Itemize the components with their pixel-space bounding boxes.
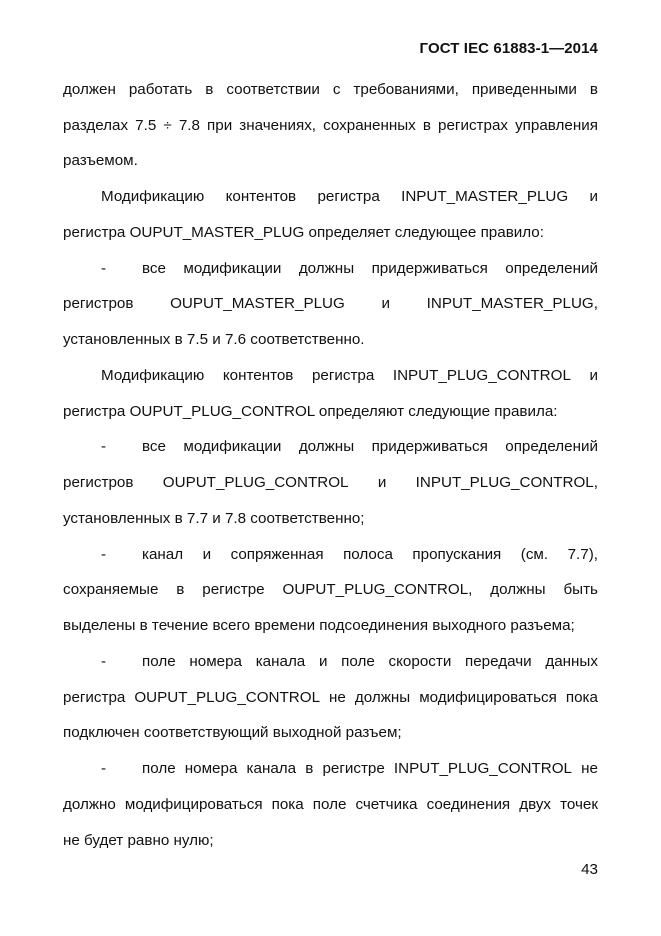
document-header: ГОСТ IEC 61883-1—2014 (419, 40, 598, 57)
word: приведенными (471, 81, 577, 98)
word: требованиями, (353, 81, 459, 98)
word: данных (545, 653, 598, 670)
list-bullet: - (101, 438, 107, 455)
word: регистров (63, 474, 134, 491)
word: поле (312, 796, 347, 813)
word: OUPUT_PLUG_CONTROL (162, 474, 349, 491)
word: поле (142, 653, 176, 670)
word: контентов (222, 367, 294, 384)
word: сохраняемые (63, 581, 159, 598)
word: счетчика (355, 796, 418, 813)
word: Модификацию (101, 188, 205, 205)
word: значениях, (239, 117, 317, 134)
word: все (142, 438, 166, 455)
text-line (101, 366, 598, 386)
word: работать (128, 81, 193, 98)
word: номера (184, 760, 238, 777)
text-line (63, 294, 598, 314)
list-bullet: - (101, 546, 107, 563)
word: ÷ (163, 117, 172, 134)
word: канала (246, 760, 297, 777)
text-line (142, 652, 598, 672)
text-line (63, 80, 598, 100)
word: регистре (202, 581, 265, 598)
word: должны (298, 438, 355, 455)
word: с (332, 81, 341, 98)
word: должно (63, 796, 116, 813)
word: OUPUT_PLUG_CONTROL, (282, 581, 473, 598)
text-line: не будет равно нулю; (63, 832, 214, 849)
word: двух (519, 796, 552, 813)
word: определений (505, 260, 598, 277)
word: INPUT_PLUG_CONTROL, (415, 474, 598, 491)
word: регистре (322, 760, 385, 777)
word: регистра (311, 367, 375, 384)
word: регистров (63, 295, 134, 312)
word: 7.7), (567, 546, 598, 563)
text-line (63, 688, 598, 708)
word: точек (560, 796, 598, 813)
word: соединения (426, 796, 511, 813)
word: и (589, 188, 598, 205)
word: канала (255, 653, 306, 670)
word: модификации (183, 438, 282, 455)
word: модификации (183, 260, 282, 277)
text-line: регистра OUPUT_MASTER_PLUG определяет следующее правило: (63, 224, 544, 241)
word: пока (565, 689, 598, 706)
word: должны (298, 260, 355, 277)
word: при (207, 117, 233, 134)
word: управления (515, 117, 598, 134)
text-line (142, 437, 598, 457)
text-line (142, 545, 598, 565)
word: пропускания (412, 546, 502, 563)
text-line (142, 759, 598, 779)
text-line: выделены в течение всего времени подсоединения выходного разъема; (63, 617, 575, 634)
word: Модификацию (101, 367, 205, 384)
word: канал (142, 546, 184, 563)
word: передачи (465, 653, 532, 670)
text-line: установленных в 7.7 и 7.8 соответственно; (63, 510, 365, 527)
word: все (142, 260, 166, 277)
word: модифицироваться (124, 796, 263, 813)
word: должны (354, 689, 411, 706)
text-line: подключен соответствующий выходной разъем; (63, 724, 402, 741)
list-bullet: - (101, 260, 107, 277)
word: и (318, 653, 328, 670)
word: и (589, 367, 598, 384)
word: 7.5 (135, 117, 157, 134)
word: в (176, 581, 185, 598)
word: полоса (343, 546, 393, 563)
word: придерживаться (371, 260, 488, 277)
word: и (377, 474, 387, 491)
text-line (63, 473, 598, 493)
word: определений (505, 438, 598, 455)
word: разделах (63, 117, 129, 134)
word: (см. (520, 546, 549, 563)
word: пока (271, 796, 304, 813)
word: 7.8 (178, 117, 200, 134)
word: должен (63, 81, 116, 98)
word: номера (189, 653, 242, 670)
word: регистрах (438, 117, 508, 134)
text-line (63, 580, 598, 600)
word: не (329, 689, 346, 706)
word: в (422, 117, 431, 134)
word: и (381, 295, 390, 312)
word: и (202, 546, 212, 563)
word: не (581, 760, 598, 777)
word: регистра (63, 689, 126, 706)
text-line (63, 795, 598, 815)
word: в (305, 760, 314, 777)
word: скорости (388, 653, 452, 670)
page-number: 43 (581, 861, 598, 878)
word: регистра (317, 188, 380, 205)
word: быть (563, 581, 598, 598)
word: INPUT_PLUG_CONTROL (392, 367, 571, 384)
word: OUPUT_MASTER_PLUG (170, 295, 345, 312)
text-line: установленных в 7.5 и 7.6 соответственно. (63, 331, 365, 348)
word: контентов (225, 188, 297, 205)
word: в (589, 81, 598, 98)
word: сопряженная (230, 546, 324, 563)
list-bullet: - (101, 760, 107, 777)
word: поле (142, 760, 176, 777)
word: INPUT_PLUG_CONTROL (393, 760, 572, 777)
word: сохраненных (323, 117, 416, 134)
list-bullet: - (101, 653, 107, 670)
word: в (205, 81, 214, 98)
word: OUPUT_PLUG_CONTROL (134, 689, 321, 706)
text-line (142, 259, 598, 279)
word: INPUT_MASTER_PLUG (401, 188, 569, 205)
word: придерживаться (371, 438, 488, 455)
word: INPUT_MASTER_PLUG, (426, 295, 598, 312)
text-line (63, 116, 598, 136)
word: поле (341, 653, 375, 670)
text-line: регистра OUPUT_PLUG_CONTROL определяют следующие правила: (63, 403, 558, 420)
word: соответствии (226, 81, 320, 98)
word: должны (490, 581, 546, 598)
word: модифицироваться (419, 689, 557, 706)
text-line (101, 187, 598, 207)
text-line: разъемом. (63, 152, 138, 169)
